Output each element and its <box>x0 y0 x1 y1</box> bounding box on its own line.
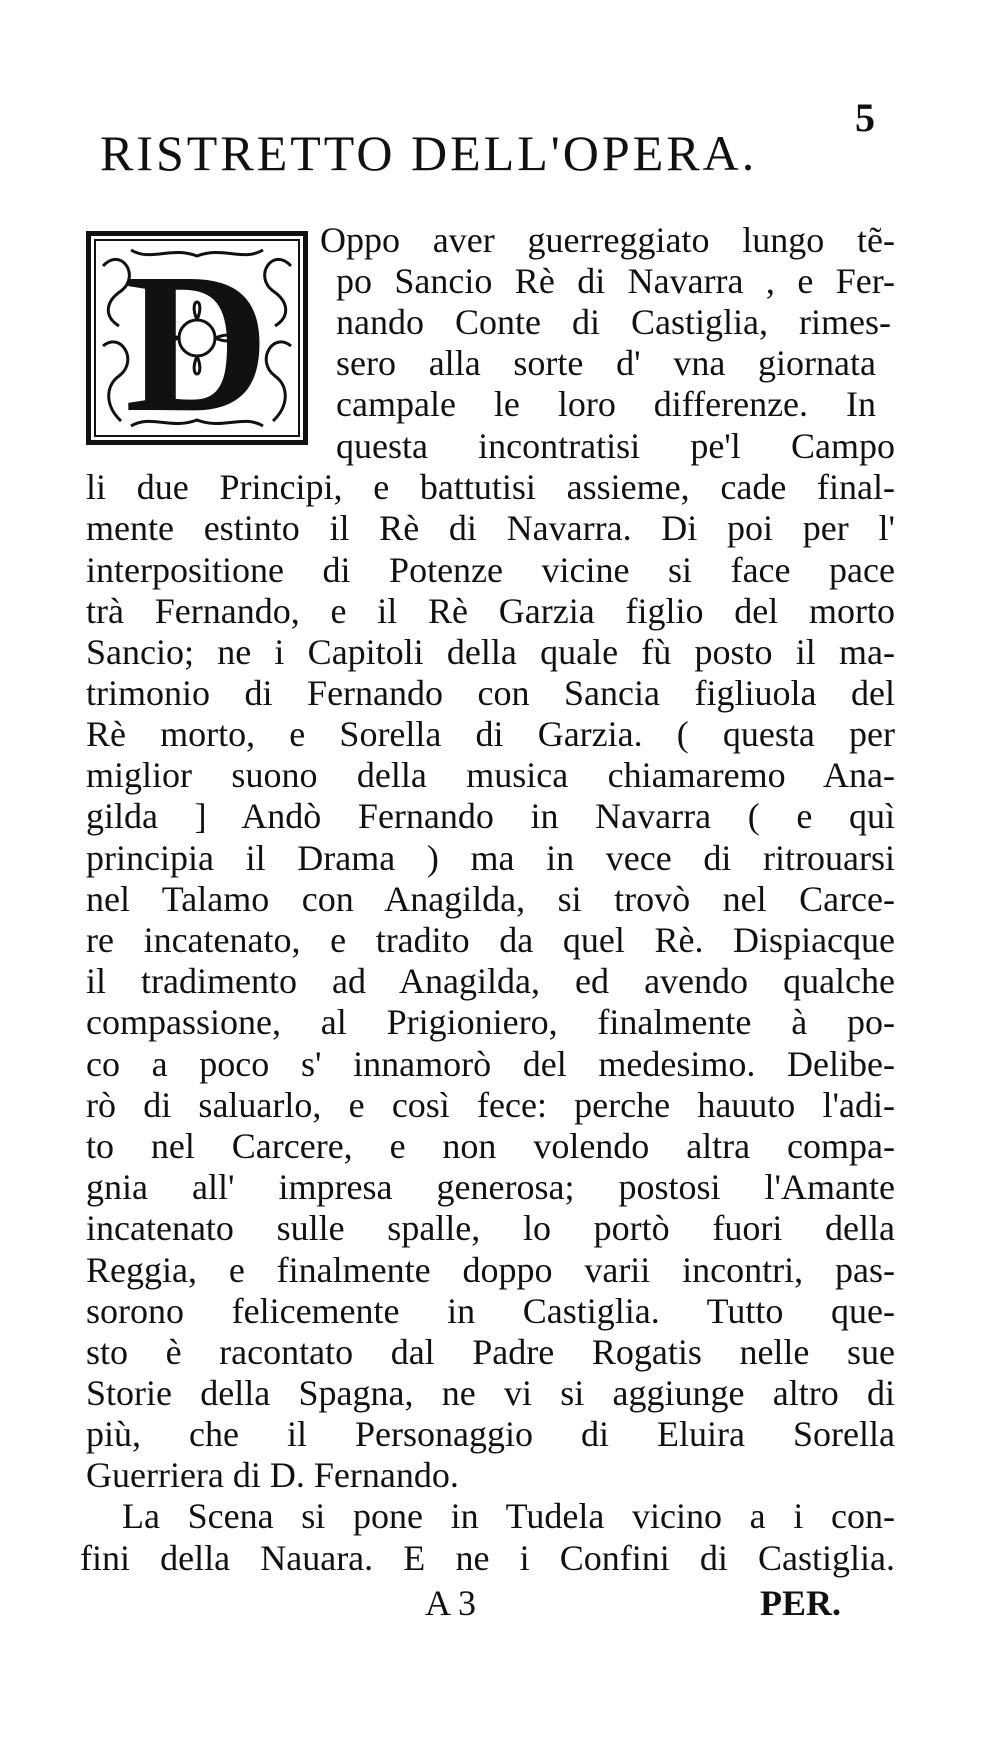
text-line: Sancio; ne i Capitoli della quale fù posto il ma- <box>86 632 895 672</box>
text-line: trimonio di Fernando con Sancia figliuola del <box>86 673 895 713</box>
text-line: compassione, al Prigioniero, finalmente à po- <box>86 1002 895 1042</box>
text-line: co a poco s' innamorò del medesimo. Delibe- <box>86 1044 895 1084</box>
text-line: sorono felicemente in Castiglia. Tutto que- <box>86 1291 895 1331</box>
text-line: Rè morto, e Sorella di Garzia. ( questa per <box>86 714 895 754</box>
text-line: sero alla sorte d' vna giornata <box>336 343 876 383</box>
text-line: Storie della Spagna, ne vi si aggiunge altro di <box>86 1373 895 1413</box>
text-line: incatenato sulle spalle, lo portò fuori della <box>86 1208 895 1248</box>
text-line: fini della Nauara. E ne i Confini di Castiglia. <box>80 1538 895 1578</box>
text-line: sto è racontato dal Padre Rogatis nelle sue <box>86 1332 895 1372</box>
text-line: nando Conte di Castiglia, rimes- <box>336 302 891 342</box>
text-line: Oppo aver guerreggiato lungo tẽ- <box>320 220 895 260</box>
text-line: mente estinto il Rè di Navarra. Di poi per l' <box>86 508 895 548</box>
text-line: miglior suono della musica chiamaremo Ana- <box>86 755 895 795</box>
text-line: più, che il Personaggio di Eluira Sorella <box>86 1414 895 1454</box>
text-line: Guerriera di D. Fernando. <box>86 1455 459 1495</box>
text-line: gnia all' impresa generosa; postosi l'Amante <box>86 1167 895 1207</box>
text-line: il tradimento ad Anagilda, ed avendo qualche <box>86 961 895 1001</box>
page-title: RISTRETTO DELL'OPERA. <box>100 125 758 181</box>
text-line: trà Fernando, e il Rè Garzia figlio del morto <box>86 591 895 631</box>
text-line: questa incontratisi pe'l Campo <box>336 426 895 466</box>
catchword: PER. <box>760 1583 841 1623</box>
initial-letter: D <box>124 233 270 454</box>
decorated-initial <box>86 231 308 454</box>
text-line: principia il Drama ) ma in vece di ritrouarsi <box>86 838 895 878</box>
text-line: to nel Carcere, e non volendo altra compa- <box>86 1126 895 1166</box>
text-line: interpositione di Potenze vicine si face pace <box>86 550 895 590</box>
text-line: nel Talamo con Anagilda, si trovò nel Carce- <box>86 879 895 919</box>
text-line: po Sancio Rè di Navarra , e Fer- <box>336 261 895 301</box>
page-number: 5 <box>855 95 875 140</box>
text-line: rò di saluarlo, e così fece: perche hauuto l'adi- <box>86 1085 895 1125</box>
text-line: re incatenato, e tradito da quel Rè. Dispiacque <box>86 920 895 960</box>
text-line: campale le loro differenze. In <box>336 384 876 424</box>
text-line: Reggia, e finalmente doppo varii incontri, pas- <box>86 1250 895 1290</box>
text-line: La Scena si pone in Tudela vicino a i con- <box>122 1496 895 1536</box>
text-line: gilda ] Andò Fernando in Navarra ( e quì <box>86 796 895 836</box>
signature-mark: A 3 <box>425 1583 477 1623</box>
text-line: li due Principi, e battutisi assieme, cade final- <box>86 467 895 507</box>
